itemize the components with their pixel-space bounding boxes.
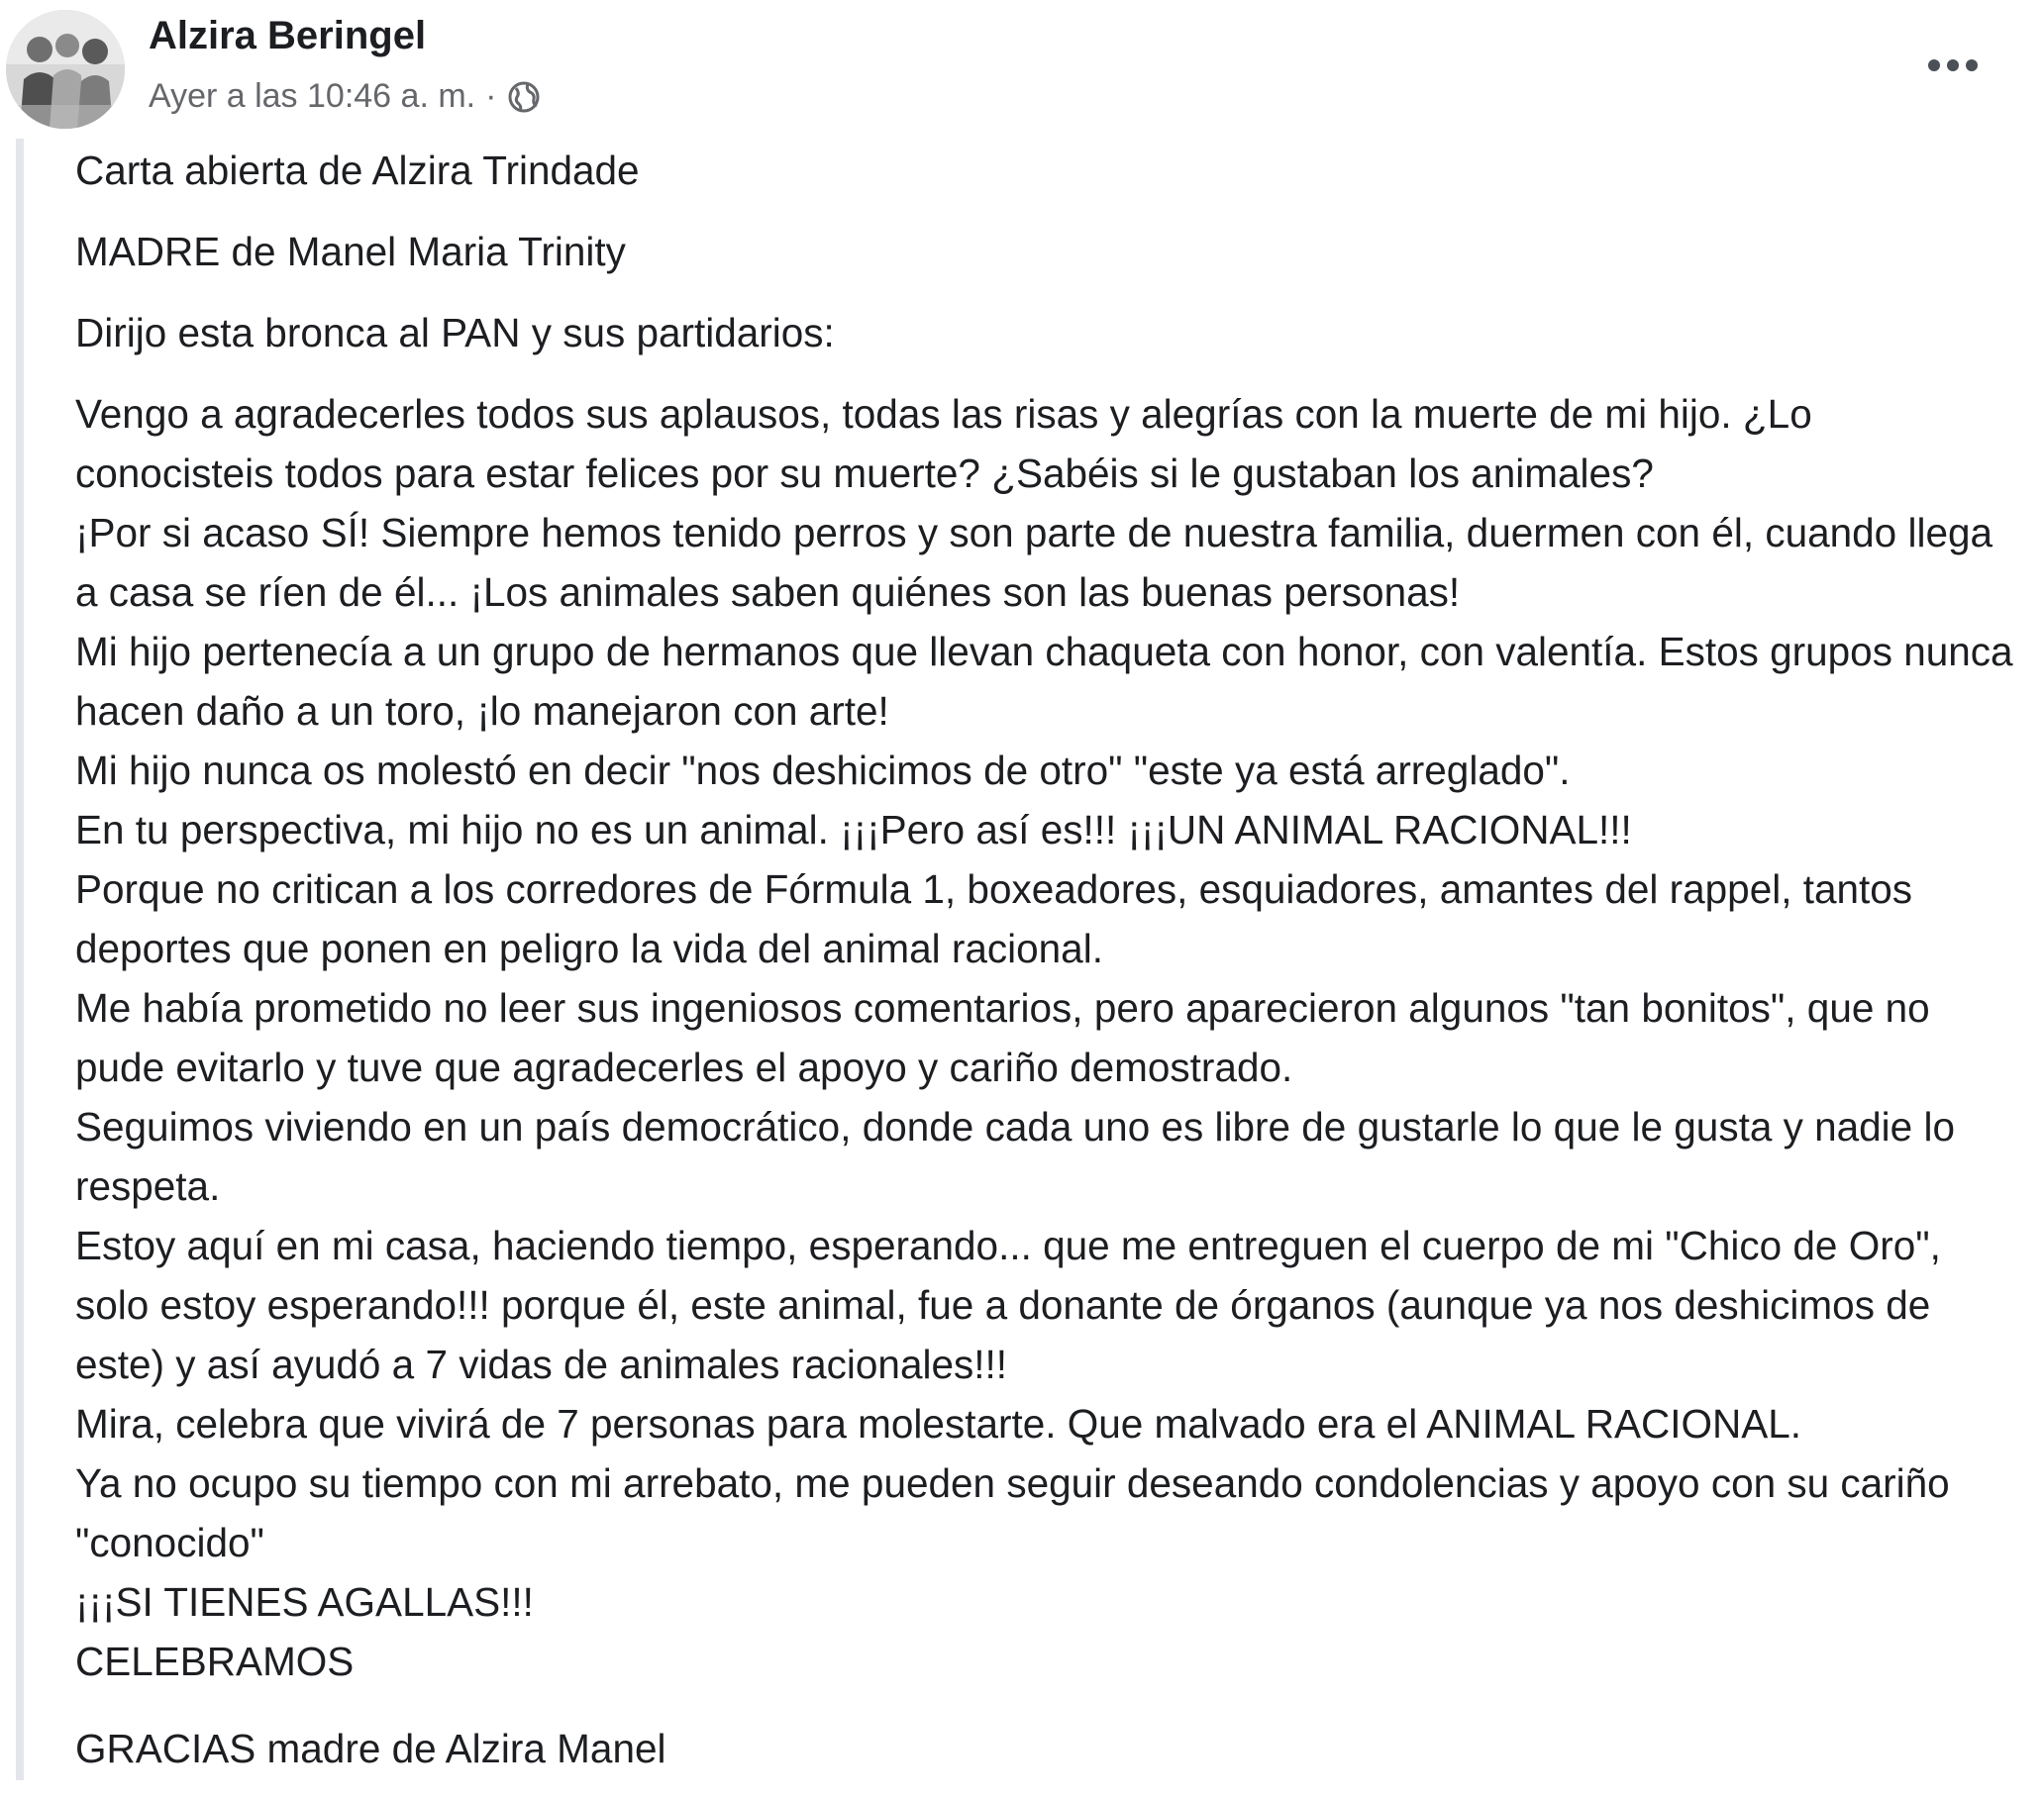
avatar[interactable] [6,10,125,129]
meta-separator: · [485,77,497,115]
post-timestamp[interactable]: Ayer a las 10:46 a. m. [149,77,476,115]
post-main-text: Vengo a agradecerles todos sus aplausos, todas las risas y alegrías con la muerte de mi hijo. ¿Lo conocisteis todos para estar felices por su muerte? ¿Sabéis si le gustaban los animales? ¡Por si acaso SÍ! Siempre hemos tenido perros y son parte de nuestra familia, duermen con él, cuando llega a casa se ríen de él... ¡Los animales saben quiénes son las buenas personas! Mi hijo pertenecía a un grupo de hermanos que llevan chaqueta con honor, con valentía. Estos grupos nunca hacen daño a un toro, ¡lo manejaron con arte! Mi hijo nunca os molestó en decir "nos deshicimos de otro" "este ya está arreglado". En tu perspectiva, mi hijo no es un animal. ¡¡¡Pero así es!!! ¡¡¡UN ANIMAL RACIONAL!!! Porque no critican a los corredores de Fórmula 1, boxeadores, esquiadores, amantes del rappel, tantos deportes que ponen en peligro la vida del animal racional. Me había prometido no leer sus ingeniosos comentarios, pero aparecieron algunos "tan bonitos", que no pude evitarlo y tuve que agradecerles el apoyo y cariño demostrado. Seguimos viviendo en un país democrático, donde cada uno es libre de gustarle lo que le gusta y nadie lo respeta. Estoy aquí en mi casa, haciendo tiempo, esperando... que me entreguen el cuerpo de mi "Chico de Oro", solo estoy esperando!!! porque él, este animal, fue a donante de órganos (aunque ya nos deshicimos de este) y así ayudó a 7 vidas de animales racionales!!! Mira, celebra que vivirá de 7 personas para molestarte. Que malvado era el ANIMAL RACIONAL. Ya no ocupo su tiempo con mi arrebato, me pueden seguir deseando condolencias y apoyo con su cariño "conocido" ¡¡¡SI TIENES AGALLAS!!! CELEBRAMOS [75,391,2013,1684]
globe-icon[interactable] [506,79,542,115]
post-intro: Dirijo esta bronca al PAN y sus partidarios: [75,310,835,355]
author-name[interactable]: Alzira Beringel [149,14,427,57]
post-body [75,141,2016,1800]
post-title: Carta abierta de Alzira Trindade [75,148,640,193]
post-subtitle: MADRE de Manel Maria Trinity [75,229,626,274]
more-options-button[interactable] [1921,44,1985,87]
post-meta [149,77,542,116]
quote-bar [16,139,24,1780]
more-options-icon [1927,58,1979,72]
post-signature: GRACIAS madre de Alzira Manel [75,1726,666,1771]
